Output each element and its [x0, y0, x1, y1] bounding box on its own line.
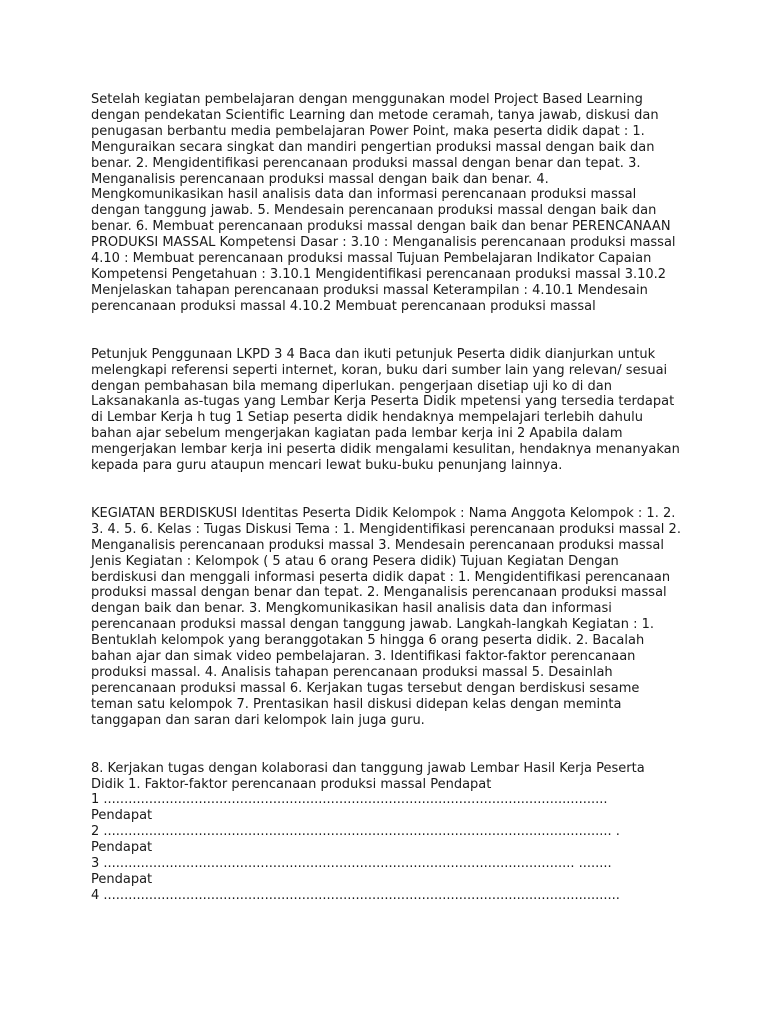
opinion-label-2: Pendapat	[91, 840, 153, 856]
answer-line-4: 4 .............................................................................................................................	[91, 887, 620, 903]
instructions-paragraph: Petunjuk Penggunaan LKPD 3 4 Baca dan ikuti petunjuk Peserta didik dianjurkan untuk melengkapi referensi seperti internet, koran, buku dari sumber lain yang relevan/ sesuai dengan pembahasan bila memang diperlukan. pengerjaan disetiap uji ko di dan Laksanakanla as-tugas yang Lembar Kerja Peserta Didik mpetensi yang tersedia terdapat di Lembar Kerja h tug 1 Setiap peserta didik hendaknya mempelajari terlebih dahulu bahan ajar sebelum mengerjakan kagiatan pada lembar kerja ini 2 Apabila dalam mengerjakan lembar kerja ini peserta didik mengalami kesulitan, hendaknya menanyakan kepada para guru ataupun mencari lewat buku-buku penunjang lainnya.	[91, 346, 680, 474]
worksheet-intro: 8. Kerjakan tugas dengan kolaborasi dan tanggung jawab Lembar Hasil Kerja Peserta Didik 1. Faktor-faktor perencanaan produksi massal Pendapat	[91, 760, 645, 792]
document-page	[91, 92, 681, 904]
opinion-label-1: Pendapat	[91, 808, 153, 824]
discussion-activity-paragraph: KEGIATAN BERDISKUSI Identitas Peserta Didik Kelompok : Nama Anggota Kelompok : 1. 2. 3. 4. 5. 6. Kelas : Tugas Diskusi Tema : 1. Mengidentifikasi perencanaan produksi massal 2. Menganalisis perencanaan produksi massal 3. Mendesain perencanaan produksi massal Jenis Kegiatan : Kelompok ( 5 atau 6 orang Pesera didik) Tujuan Kegiatan Dengan berdiskusi dan menggali informasi peserta didik dapat : 1. Mengidentifikasi perencanaan produksi massal dengan benar dan tepat. 2. Menganalisis perencanaan produksi massal dengan baik dan benar. 3. Mengkomunikasikan hasil analisis data dan informasi perencanaan produksi massal dengan tanggung jawab. Langkah-langkah Kegiatan : 1. Bentuklah kelompok yang beranggotakan 5 hingga 6 orang peserta didik. 2. Bacalah bahan ajar dan simak video pembelajaran. 3. Identifikasi faktor-faktor perencanaan produksi massal. 4. Analisis tahapan perencanaan produksi massal 5. Desainlah perencanaan produksi massal 6. Kerjakan tugas tersebut dengan berdiskusi sesame teman satu kelompok 7. Prentasikan hasil diskusi didepan kelas dengan meminta tanggapan dan saran dari kelompok lain juga guru.	[91, 505, 681, 728]
objectives-paragraph: Setelah kegiatan pembelajaran dengan menggunakan model Project Based Learning dengan pendekatan Scientific Learning dan metode ceramah, tanya jawab, diskusi dan penugasan berbantu media pembelajaran Power Point, maka peserta didik dapat : 1. Menguraikan secara singkat dan mandiri pengertian produksi massal dengan baik dan benar. 2. Mengidentifikasi perencanaan produksi massal dengan benar dan tepat. 3. Menganalisis perencanaan produksi massal dengan baik dan benar. 4. Mengkomunikasikan hasil analisis data dan informasi perencanaan produksi massal dengan tanggung jawab. 5. Mendesain perencanaan produksi massal dengan baik dan benar. 6. Membuat perencanaan produksi massal dengan baik dan benar PERENCANAAN PRODUKSI MASSAL Kompetensi Dasar : 3.10 : Menganalisis perencanaan produksi massal 4.10 : Membuat perencanaan produksi massal Tujuan Pembelajaran Indikator Capaian Kompetensi Pengetahuan : 3.10.1 Mengidentifikasi perencanaan produksi massal 3.10.2 Menjelaskan tahapan perencanaan produksi massal Keterampilan : 4.10.1 Mendesain perencanaan produksi massal 4.10.2 Membuat perencanaan produksi massal	[91, 92, 676, 314]
worksheet-block	[91, 761, 681, 904]
opinion-label-3: Pendapat	[91, 871, 153, 887]
answer-line-3: 3 .................................................................................................................. ........	[91, 856, 612, 872]
answer-line-2: 2 ........................................................................................................................... .	[91, 824, 620, 840]
answer-line-1: 1 ..........................................................................................................................	[91, 792, 608, 808]
